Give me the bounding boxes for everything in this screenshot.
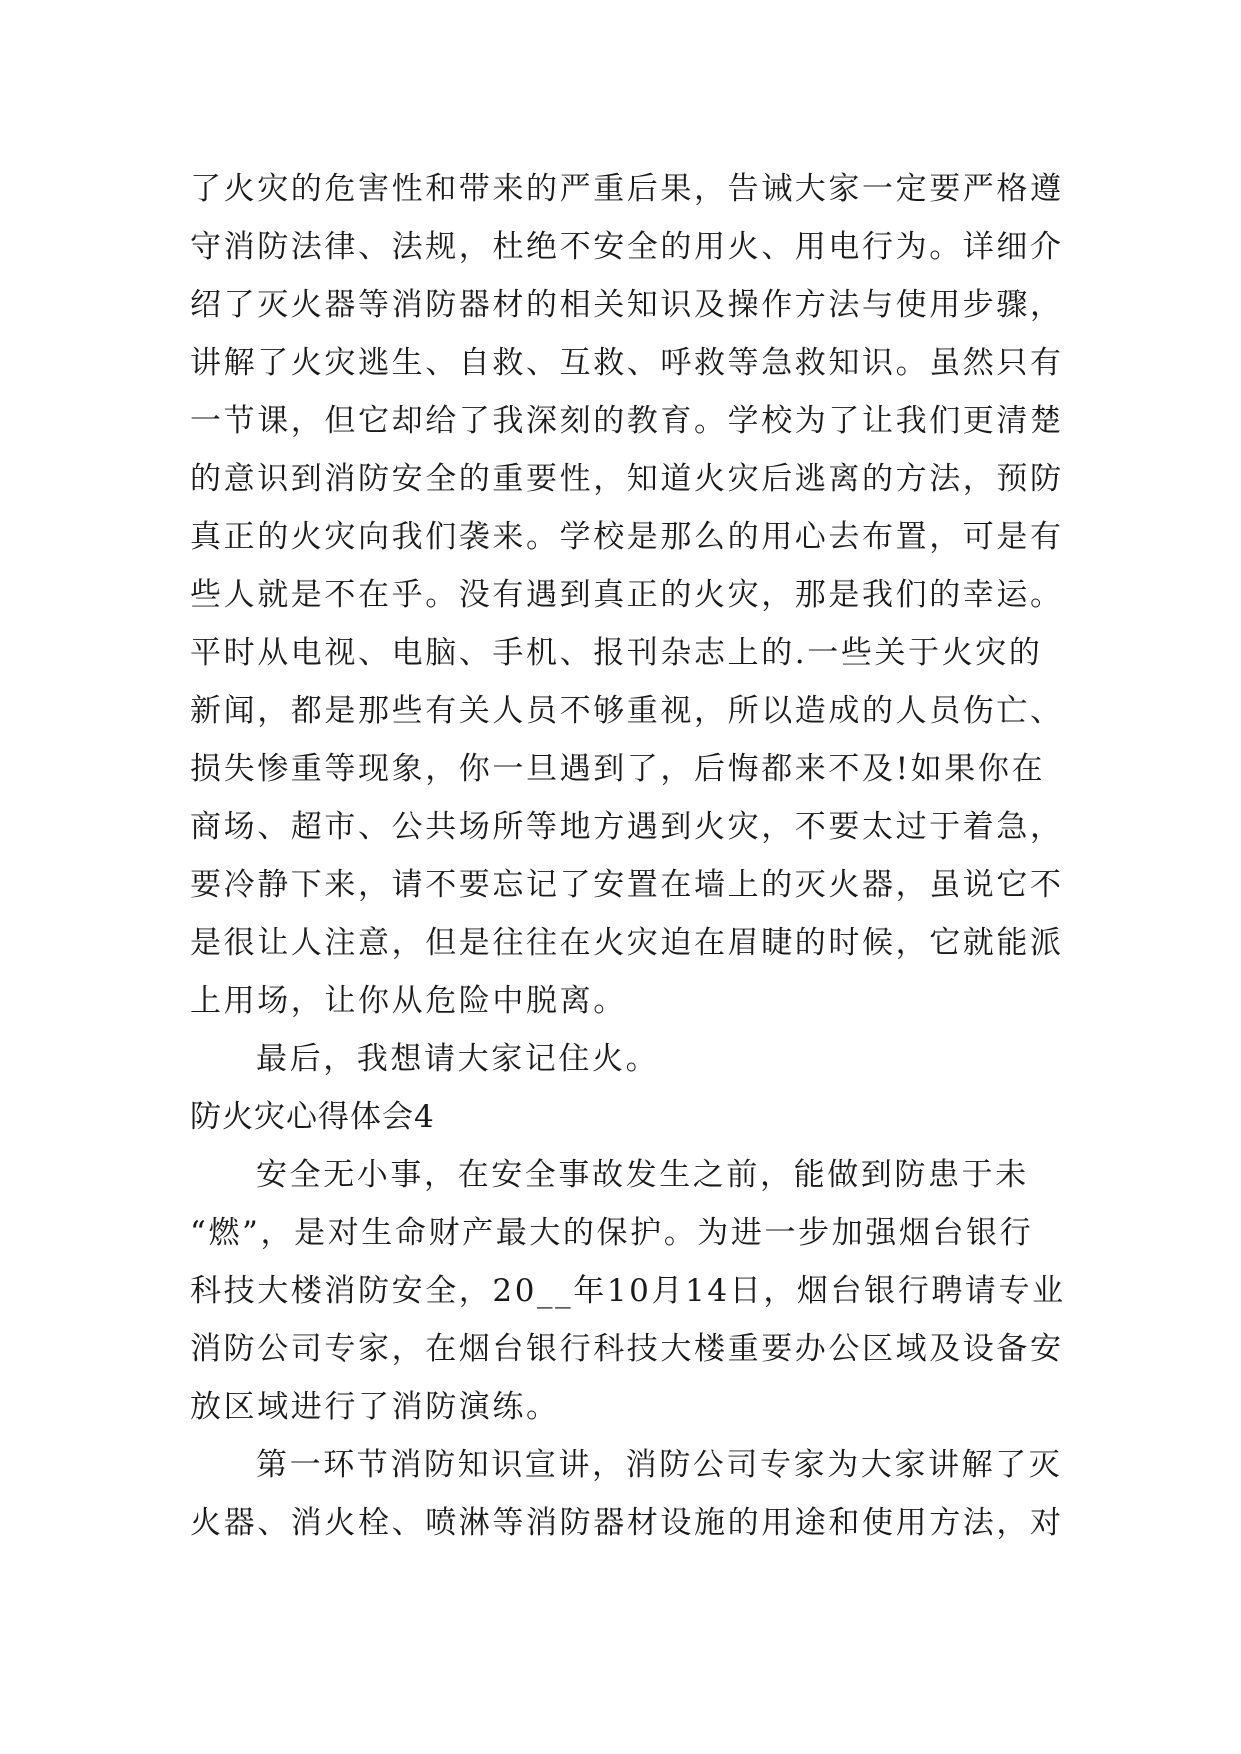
paragraph-line: 损失惨重等现象，你一旦遇到了，后悔都来不及!如果你在 xyxy=(190,751,1046,787)
paragraph-line: 安全无小事，在安全事故发生之前，能做到防患于未 xyxy=(256,1157,1029,1193)
paragraph-line: 守消防法律、法规，杜绝不安全的用火、用电行为。详细介 xyxy=(190,229,1064,265)
paragraph-line: 商场、超市、公共场所等地方遇到火灾，不要太过于着急， xyxy=(190,809,1064,845)
paragraph-line: 一节课，但它却给了我深刻的教育。学校为了让我们更清楚 xyxy=(190,403,1064,439)
paragraph-line: 绍了灭火器等消防器材的相关知识及操作方法与使用步骤， xyxy=(190,287,1064,323)
paragraph-line: 第一环节消防知识宣讲，消防公司专家为大家讲解了灭 xyxy=(256,1447,1063,1483)
paragraph-line: 上用场，让你从危险中脱离。 xyxy=(190,983,627,1019)
document-body xyxy=(190,160,1070,1552)
paragraph-line: 新闻，都是那些有关人员不够重视，所以造成的人员伤亡、 xyxy=(190,693,1064,729)
paragraph-line: 讲解了火灾逃生、自救、互救、呼救等急救知识。虽然只有 xyxy=(190,345,1064,381)
paragraph-line: 要冷静下来，请不要忘记了安置在墙上的灭火器，虽说它不 xyxy=(190,867,1064,903)
paragraph-line: 真正的火灾向我们袭来。学校是那么的用心去布置，可是有 xyxy=(190,519,1064,555)
paragraph-line: “燃”，是对生命财产最大的保护。为进一步加强烟台银行 xyxy=(190,1215,1034,1251)
paragraph-line: 消防公司专家，在烟台银行科技大楼重要办公区域及设备安 xyxy=(190,1331,1064,1367)
paragraph-line: 平时从电视、电脑、手机、报刊杂志上的.一些关于火灾的 xyxy=(190,635,1043,671)
paragraph-line: 些人就是不在乎。没有遇到真正的火灾，那是我们的幸运。 xyxy=(190,577,1064,613)
paragraph-line: 最后，我想请大家记住火。 xyxy=(256,1041,660,1077)
paragraph-line: 火器、消火栓、喷淋等消防器材设施的用途和使用方法，对 xyxy=(190,1505,1064,1541)
section-heading: 防火灾心得体会4 xyxy=(190,1099,435,1135)
paragraph-line: 科技大楼消防安全，20__年10月14日，烟台银行聘请专业 xyxy=(190,1273,1066,1309)
paragraph-line: 的意识到消防安全的重要性，知道火灾后逃离的方法，预防 xyxy=(190,461,1064,497)
paragraph-line: 是很让人注意，但是往往在火灾迫在眉睫的时候，它就能派 xyxy=(190,925,1064,961)
paragraph-line: 放区域进行了消防演练。 xyxy=(190,1389,560,1425)
paragraph-line: 了火灾的危害性和带来的严重后果，告诫大家一定要严格遵 xyxy=(190,171,1064,207)
